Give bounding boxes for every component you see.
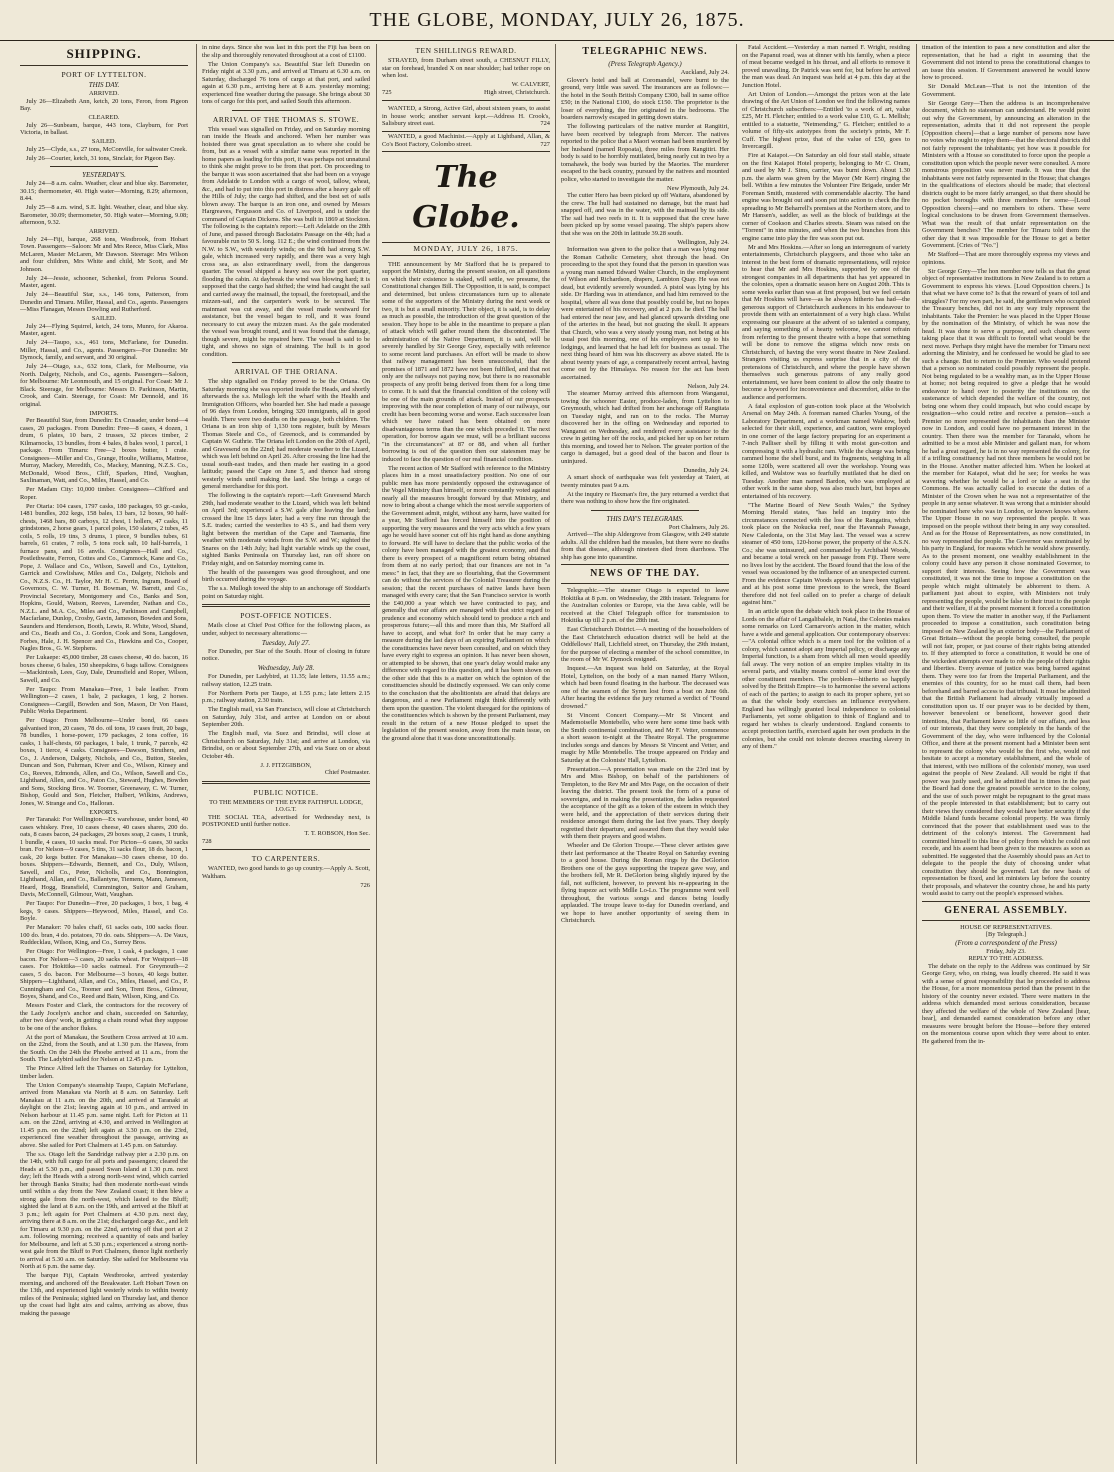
divider <box>50 166 158 167</box>
post-office-entry: The English mail, via San Francisco, will close at Christchurch on Saturday, July 31st, and arrive at London on or about September 20th. <box>202 706 370 728</box>
post-office-heading: POST-OFFICE NOTICES. <box>240 611 332 620</box>
post-office-title: Chief Postmaster. <box>324 769 370 776</box>
column-news-continued <box>742 44 910 1464</box>
shipping-news-paragraph: At the port of Manakau, the Southern Cross arrived at 10 a.m. on the 22nd, from the South, and at 1.30 p.m. the Hawea, from the South. On the 24th the Phoebe arrived at 11 a.m., from the South. The Ladybird sailed for Nelson at 12.45 p.m. <box>20 1033 188 1063</box>
shipping-news-paragraph: The s.s. Otago left the Sandridge railway pier a 2.30 p.m. on the 14th, with full cargo for all ports and passengers; cleared the Heads at 5.30 p.m., and passed Swan Island at 1.30 p.m. next day; left the Heads with a strong north-west wind, which carried her through Banks Straits; had then moderate north-east winds until within a day from the New Zealand coast; it then blew a strong gale from the north-west, which lasted to the Bluff; sighted the land at 8 a.m. on the 19th, and arrived at the Bluff at 3 p.m.; left again for Port Chalmers at 4.30 p.m. next day, arriving there at 8 a.m. on the 21st; discharged cargo &c., and left for Timaru at 9.30 p.m. on the 22nd, arriving off that port at 2 a.m. following morning; received a quantity of oats and barley for Melbourne, and left at 5.30 p.m.; experienced a strong north-west gale from the Bluff to Port Chalmers, thence light northerly to arrival at 5.30 a.m. on Saturday. She sailed for Melbourne via North at 6 p.m. the same day. <box>20 1150 188 1270</box>
imports-entry: Per Lukaepe: 45,000 timber, 28 cases cheese, 40 do. bacon, 16 boxes cheese, 6 bales, 150 sheepskins, 6 bags tallow. Consignees—Mackintosh, Lees, Guy, Dale, Drumsfield and Roper, Wilson, Sawell, and Co. <box>20 654 188 684</box>
reply-heading: REPLY TO THE ADDRESS. <box>968 955 1044 962</box>
post-office-date: Tuesday, July 27. <box>261 638 311 647</box>
carpenters-heading: TO CARPENTERS. <box>251 854 321 863</box>
shipping-entry: July 25—Clyde, s.s., 27 tons, McConville, for saltwater Creek. <box>26 145 187 153</box>
column-rule <box>736 44 737 1464</box>
this-days-telegrams-heading: THIS DAY'S TELEGRAMS. <box>606 514 684 523</box>
globe-flag: The Globe. <box>412 160 520 235</box>
news-heading-box <box>561 564 729 584</box>
assembly-heading-box <box>922 901 1090 921</box>
debate-paragraph: timation of the intention to pass a new constitution and alter the representation, that he had a right in assuming that the Government did not intend to press the constitutional changes to an issue this session. If Government answered he would know how to proceed. <box>922 44 1090 81</box>
ad-number: 727 <box>540 140 550 148</box>
shipping-entry: July 24—Taupo, s.s., 461 tons, McFarlane, for Dunedin. Miller, Hassal, and Co., agents. Passengers—For Dunedin: Mr Dymock, family, and servant, and 30 original. <box>20 339 188 361</box>
telegram-paragraph: A smart shock of earthquake was felt yesterday at Taieri, at twenty minutes past 9 a.m. <box>561 474 729 489</box>
weather-entry: July 25—8 a.m. wind, S.E. light. Weather, clear, and blue sky. Barometer, 30.09; thermometer, 50. High water—Morning, 9.08; afternoon, 9.32. <box>20 204 188 226</box>
classified-ad: WANTED, a Strong, Active Girl, about sixteen years, to assist in house work; another servant kept.—Address H. Crook's, Salisbury street east. 724 <box>382 105 550 132</box>
news-paragraph: Mr and Mrs Hoskins.—After so long an interregnum of variety entertainments, Christchurch playgoers, and those who take an interest in the best form of dramatic representations, will rejoice to hear that Mr and Mrs Hoskins, supported by one of the strongest companies in all departments that has yet appeared in the colonies, open a dramatic season here on August 20th. This is some weeks earlier than was at first proposed, but we feel certain that Mr Hoskins will have—as he always hitherto has had—the generous support of Christchurch audiences in his endeavour to provide them with an entertainment of a very high class. Whilst expressing our pleasure at the advent of so talented a company, and saying something of a hearty welcome, we cannot refrain from referring to the present theatre with a hope that something will be done to remove the stigma which now rests on Christchurch, of having the very worst theatre in New Zealand. Strangers visiting us express surprise that in a city of the pretensions of Christchurch, and where the people have shown themselves such generous patrons of any really good entertainment, we have been content to allow the only theatre to become a byword for inconvenience and discomfort, alike to the audience and performers. <box>742 243 910 401</box>
imports-entry: Per Beautiful Star, from Dunedin: Ex Crusader, under bond—4 cases, 20 packages. From Dunedin: Free—8 cases, 4 dozen, 1 drum, 6 plates, 10 bars, 2 trusses, 32 pieces timber, 2 Kilmarnocks, 13 bundles, from 4 bales, 8 bales wool, 1 parcel, 1 package. From Timaru: Free—2 boxes butter, 1 crate. Consignees—Miller and Co., Grange, Houlie, Williams, Mattroe, Murray, Mackey, Meredith, Co., Mackey, Manning, N.Z.S. Co., McDonald, Wood Bros., Cliff, Sparkes, Hind, Vaughan, Saxlinaman, Watt, and Co., Miles, Hassel, and Co. <box>20 417 188 484</box>
reward-footer <box>382 89 550 97</box>
shipping-news-paragraph: The Union Company's s.s. Beautiful Star left Dunedin on Friday night at 3.30 p.m., and arrived at Timaru at 6.30 a.m. on Saturday, discharged 76 tons of cargo at that port, and sailed again at 6.30 p.m., arriving here at 8 a.m. yesterday morning; experienced fine weather during the passage. She brings about 30 tons of cargo for this port, and sailed South this afternoon. <box>202 60 370 105</box>
shipping-entry: July 26—Sunbeam, barque, 443 tons, Clayburn, for Port Victoria, in ballast. <box>20 121 188 136</box>
news-paragraph: In an article upon the debate which took place in the House of Lords on the affair of Langalibalele, in Natal, the Colonies makes some remarks on Lord Carnarvon's action in the matter, which have a wide and general application. Our contemporary observes:—"A colonial office which is a mere tool for the volition of a colony, which cannot adopt any Imperial policy, or discharge any Imperial function, is a sham from which all men would speedily fall away. The very notion of an empire implies vitality in its several parts, and vitality means control of some kind over the other constituent members. The problem—hitherto so happily solved by the British Empire—is to harmonise the several actions of each of the parties; to assign to each its proper sphere, yet so as that the whole body exercises an influence everywhere. England has willingly granted local independence to colonial Parliaments, yet some obligation to think of England and to regard her wishes is clearly understood. England consents to accept protection tariffs, exercised again her own products in the colonies, but she could not tolerate decrees enacting slavery in any of them." <box>742 608 910 750</box>
imports-label: IMPORTS. <box>89 409 119 417</box>
editorial-dateline: MONDAY, JULY 26, 1875. <box>382 242 550 256</box>
dateline: Auckland, July 24. <box>680 69 729 76</box>
carpenters-ad: WANTED, two good hands to go up country.—Apply A. Scott, Waltham. <box>202 865 370 880</box>
column-editorial <box>382 44 550 1464</box>
reward-address: High street, Christchurch. <box>483 88 550 96</box>
column-rule <box>916 44 917 1464</box>
news-paragraph: St Vincent Concert Company.—Mr St Vincent and Mademoiselle Montebello, who were here some time back with the Smith continental combination, and Mr F. Vetter, commence a short season to-night at the Theatre Royal. The programme includes songs and dances by Messrs St Vincent and Vetter, and magic by Mlle Montebello. The troupe appeared on Friday and Saturday at the Colonists' Hall, Lyttelton. <box>561 711 729 764</box>
exports-entry: Per Manaker: 70 bales chaff, 61 sacks oats, 100 sacks flour. 100 do. bran, 4 do. potatoes, 70 do. oats. Shippers—A. De Vaux, Ruddecklau, Wilson, King, and Co., Surrey Bros. <box>20 924 188 946</box>
news-paragraph: Telegraphic.—The steamer Otago is expected to leave Hokitika at 8 p.m. on Wednesday, the 28th instant. Telegrams for the Australian colonies or Europe, via the Java cable, will be received at the Chief Telegraph office for transmission to Hokitika up till 2 p.m. of the 28th inst. <box>561 587 729 624</box>
post-office-intro: Mails close at Chief Post Office for the following places, as under, subject to necessary alterations:— <box>202 622 370 637</box>
shipping-entry: July 24—Jessie, schooner, Schenkel, from Pelorus Sound. Master, agent. <box>20 274 188 289</box>
article-paragraph: The s.s. Mullogh towed the ship to an anchorage off Stoddart's point on Saturday night. <box>202 585 370 600</box>
house-heading: HOUSE OF REPRESENTATIVES. <box>960 923 1052 931</box>
arrived-label: ARRIVED. <box>89 90 119 97</box>
news-of-the-day-heading: NEWS OF THE DAY. <box>590 568 700 579</box>
telegraphic-source: (Press Telegraph Agency.) <box>608 60 682 68</box>
debate-paragraph: Sir Donald McLean—That is not the intention of the Government. <box>922 83 1090 98</box>
news-paragraph: Fatal Accident.—Yesterday a man named F. Wright, residing on the Papanui road, was at dinner with his family, when a piece of meat became wedged in his throat, and all efforts to remove it proved unavailing. Dr Patrick was sent for, but before he arrived the man was dead. An inquest was held at 4 p.m. this day at the Junction Hotel. <box>742 44 910 89</box>
divider <box>202 849 370 850</box>
shipping-entry: July 24—Fiji, barque, 268 tons, Westbrook, from Hobart Town. Passengers—Saloon: Mr and Mrs Reece, Miss Clark, Miss McLaren, Master McLaren, Mr Dawson. Steerage: Mrs Wilson and four children, Mrs White and child, Mr Scott, and Mr Johnson. <box>20 235 188 273</box>
dateline: Port Chalmers, July 26. <box>668 523 729 531</box>
article-paragraph: This vessel was signalled on Friday, and on Saturday morning ran inside the Heads and anchored. When her number was hoisted there was great speculation as to where she could be from, but as a vessel with a similar name was reported in the home papers as loading for this port, it was perhaps not unnatural to think she might prove to be from that port. On proceeding to the barque it was soon ascertained that she had been on a voyage from Adelaide to London with a cargo of wool, tallow, wheat, &c., and had to put into this port in distress after a heavy gale off the Hills of July; the cargo had shifted, and the best set of sails blown away. The barque is an iron one, and owned by Messrs Hargreaves, Fergusson and Co. of Liverpool, and is under the command of Captain Dickens. She was built in 1869 at Stockton. The following is the captain's report:—Left Adelaide on the 28th of June, and passed through Backstairs Passage on the 4th; had a favourable run to 50 S. long. 112 E.; the wind continued from the N.W. to S.W., with westerly winds; on the 9th had strong S.W. gale, which increased very rapidly, and there was a very high cross sea, as also extraordinary swell, from the dangerous quarter. The vessel shipped a heavy sea over the port quarter, flooding the cabin. At daybreak the wind was blowing hard; it is supposed that the cargo had shifted; the wind had caught the sail and carried away the mainsail, the topsail, the foretopsail, and the mizzen-sail, and the carpenter's work to be secured. The mainmast was cut away, and the vessel made westward for assistance, but the vessel began to roll, and it was found necessary to cut away the mizzen mast. As the gale moderated the vessel was brought round, and it was found that the damage, though severe, might be repaired here. The vessel is said to be tight, and shows no sign of straining. The hull is in good condition. <box>202 125 370 358</box>
newspaper-title: THE GLOBE, MONDAY, JULY 26, 1875. <box>369 9 745 31</box>
debate-paragraph: Mr Stafford—That are more thoroughly express my views and opinions. <box>922 251 1090 266</box>
post-office-entry: The English mail, via Suez and Brindisi, will close at Christchurch on Saturday, July 31st; and arrive at London, via Brindisi, on or about September 27th, and via Suez on or about October 4th. <box>202 730 370 760</box>
stowe-heading: ARRIVAL OF THE THOMAS S. STOWE. <box>212 114 360 124</box>
debate-paragraph: The debate on the reply to the Address was continued by Sir George Grey, who, on rising, was loudly cheered. He said it was with a sense of great responsibility that he proceeded to address the House, for a more momentous period than the present in the history of the country never existed. There were matters in the address which demanded most serious consideration, because they affected the welfare of the whole of New Zealand [hear, hear], and demanded earnest consideration before any other measures were brought before the House—before they entered on the momentous course upon which they were about to enter. He gathered from the in- <box>922 962 1090 1045</box>
exports-entry: Per Otago: For Wellington—Free, 1 cask, 4 packages, 1 case bacon. For Nelson—3 cases, 20 sacks wheat. For Westport—18 cases. For Hokitika—10 sacks oatmeal. For Greymouth—2 cases, 5 do. bacon. For Melbourne—3 boxes, 40 kegs butter. Shippers—Lighthand, Allan, and Co., Miles, Hassel, and Co., P. Cunningham and Co., Toomer and Son, Trent Bros., Gilmour, Boyes, Shand, and Co., Reed and Bain, Wilson, King, and Co. <box>20 948 188 1000</box>
sailed-label: SAILED. <box>91 138 117 145</box>
this-day-heading: THIS DAY. <box>88 81 120 89</box>
shipping-entry: July 26—Elizabeth Ann, ketch, 20 tons, Feron, from Pigeon Bay. <box>20 97 188 112</box>
column-shipping <box>20 44 188 1464</box>
imports-entry: Per Taupo: From Manakau—Free, 1 bale leather. From Wellington—2 cases, 1 bale, 2 packages, 1 keg, 2 horses. Consignees—Cargill, Bowden and Son, Mason, Dr Von Haast, Public Works Department. <box>20 685 188 715</box>
news-paragraph: Presentation.—A presentation was made on the 23rd inst by Mrs and Miss Bishop, on behalf of the parishioners of Templeton, to the Rev Mr and Mrs Page, on the occasion of their leaving the district. The present took the form of a purse of sovereigns, and in making the presentation, the ladies requested the acceptance of the gift as a token of the esteem in which they were held, and the appreciation of their services during their residence amongst them during the last five years. They deeply regretted their departure, and assured them that they would take with them their prayers and good wishes. <box>561 765 729 840</box>
ad-number: 724 <box>540 120 550 127</box>
shipping-news-paragraph: in nine days. Since she was last in this port the Fiji has been on the slip and thoroughly renovated throughout at a cost of £1100. <box>202 44 370 59</box>
arrived-label: ARRIVED. <box>89 228 119 235</box>
notice-body: THE SOCIAL TEA, advertised for Wednesday next, is POSTPONED until further notice. <box>202 813 370 828</box>
news-paragraph: A fatal explosion of gun-cotton took place at the Woolwich Arsenal on May 24th. A foreman named Charles Young, of the Laboratory Department, and a workman named Walstow, both selected for their skill, experience, and caution, were employed in one corner of the large factory preparing for an experiment a 7-inch Palliser shell by filling it with moist gun-cotton and compressing it with a hydraulic ram. While the charge was being rammed home the shell burst, and its fragments, weighing in all some 120lb, were scattered all over the workshop. Young was killed, and Walstow was so fearfully mutilated that he died on Tuesday. Another man named Bardon, who was employed at other work in the same shop, was also much hurt, but hopes are entertained of his recovery. <box>742 402 910 500</box>
telegram-paragraph: At the inquiry re Haxman's fire, the jury returned a verdict that there was nothing to show how the fire originated. <box>561 490 729 505</box>
telegram-paragraph: The cutter Hero has been picked up off Waitara, abandoned by the crew. The hull had sustained no damage, but the mast had snapped off, and was in the water, with the mainsail by its side. The sail had two reefs in it. It is supposed that the crew have been picked up by some vessel passing. The ship's papers show that she was on the 20th in latitude 39.28 south. <box>561 192 729 237</box>
news-paragraph: "The Marine Board of New South Wales," the Sydney Morning Herald states, "has held an inquiry into the circumstances connected with the loss of the Rangatira, which took place on the Nokucka reef, near the Havannah Passage, New Caledonia, on the 31st May last. The vessel was a screw steamer of 450 tons, 120-horse power, the property of the A.S.N. Co.; she was uninsured, and commanded by Archibald Woods, and became a total wreck on her passage from Fiji. There were no lives lost by the accident. The Board found that the loss of the vessel was occasioned by the influence of an unexpected current. From the evidence Captain Woods appears to have been vigilant and at his post some time previous to the wreck, the Board therefore did not feel called on to prefer a charge of default against him." <box>742 501 910 606</box>
notice-addressee: TO THE MEMBERS OF THE EVER FAITHFUL LODGE, I.O.G.T. <box>209 798 363 813</box>
notice-signature: T. T. ROBSON, Hon Sec. <box>304 830 370 837</box>
column-telegraphic <box>561 44 729 1464</box>
post-office-signature: J. J. FITZGIBBON, <box>260 761 312 769</box>
article-paragraph: The following is the captain's report:—Left Gravesend March 29th, had moderate weather to the Lizard, which was left behind on April 3rd; experienced a S.W. gale after leaving the land; crossed the line 15 days later; had a very fine run through the S.E. trades; carried the westerlies to 43 S., and had them very light between the meridian of the Cape and Tasmania, fine weather with moderate winds from the S.W. and W.; sighted the Snares on the 14th July; had light variable winds up the coast, sighted Banks Peninsula on Thursday last, ran off shore on Friday night, and on Saturday morning came in. <box>202 492 370 567</box>
debate-paragraph: Sir George Grey—The hon member now tells us that the great object of representative institutions in New Zealand is to return a Government to express his views. [Loud Opposition cheers.] Is that what we have come to? Is that the reward of years of toil and struggles? For my own part, he said, the gentlemen who occupied the Treasury benches, did not in any way truly represent the inhabitants. Take the Premier: he was placed in the Upper House by the nomination of the Ministry, of which he was now the head. It was done to serve a purpose, and such changes were taking place that it was difficult to foretell what would be the next move. Perhaps they might have the member for Timaru next adorning the Ministry, and he confessed he would be glad to see such a change. But to return to the Premier. Who would pretend that a person so nominated could possibly represent the people. Not being regulated to be a wealthy man, as in the Upper House at home; not being required to give a pledge that he would endeavour to hand over to posterity the institutions on the sustenance of which depended the welfare of the country, not being one whom they could impeach, but who could escape by resignation—who could retire and receive a pension—such a Premier no more represented the inhabitants than the Minister now in London, and could have no permanent interest in the country. Then there was the member for Taranaki, whom he admitted to be a most able Minister and gallant man, for whom he had a great regard, he is in no way represented the colony, for if a trifling constituency had not three members he would not be in the House. Another matter affected him. When he looked at the member for Kaiapoi, what did he see; for weeks he was wavering whether he would be a lord or take a seat in the Commons. He was actually called to execute the duties of a Minister of the Crown when he was not a representative of the people in any sense whatever. It was wrong that a minister should be nominated here who was in London, or known knows where. The Upper House in no way represented the people. It was imposed on the people without their being in any way consulted. And as for the House of Representatives, as now constituted, in no way represented the people. The Governor was nominated by his party in England, for reasons which he would show presently. As to the present moment, one wealthy establishment in the colony could have any person it chose nominated Governor, to support their interests. Seeing how the Government was constituted, it was not the time to impose a constitution on the people which might ultimately be abhorrent to them. A parliament just about to expire, with Ministers not truly representing the people, would be false to their trust to the people and their welfare, if at the present moment it forced a constitution upon them. To view the matter in another way, if the Parliament proceeded to impose a constitution, such constitution being imposed on New Zealand by an exterior body—the Parliament of Great Britain—without the people being consulted, the people will not fair, proper, or just course of their rights being attended to. If they attempted to force a constitution, it would be one of the wickedest attempts ever made to rob the people of their rights and liberties. Every avenue of justice was being barred against them. They were too far from the Imperial Parliament, and the enemies of this country, for so he must call them, had been beforehand and barred access to that tribunal. It must be admitted that the British Parliament had already virtually imposed a constitution upon us. If our prayer was to be decided by them, however benevolent or beneficent, however good their intentions, that Parliament knew so little of our affairs, and less of our interests, that they were completely in the hands of the Government of the day, who were influenced by the Colonial Office, and there at the present moment had a Minister been sent to represent the colony who would be the first who, would not hesitate to accept a monetary establishment, and the whole of that interest, with two millions of the colonists' money, was used against the people of New Zealand. All would be right if that power was justly used, and he admitted that in times in the past the Board had done the greatest possible service to the colony, and the use of such power might be repugnant to the great mass of the people interested in that establishment; but to carry out their views they considered they would have better security if the Middle Island funds became colonial property. He was firmly convinced that the power that establishment used was to the detriment of the colony's interest. The Government had committed himself to this line of policy from which he could not recede, and his assent had been given to the measures as soon as submitted. He suggested that the Assembly should pass an Act to delegate to the people the duty of choosing under what constitution they should be governed. Let the new basis of representation be fixed, and let ministers lay before the country their proposals, and whatever the country chose, he and his party would assist to carry out the people's expressed wishes. <box>922 267 1090 897</box>
ad-number: 725 <box>382 88 392 96</box>
column-general-assembly <box>922 44 1090 1464</box>
dateline: Dunedin, July 24. <box>683 466 729 474</box>
debate-paragraph: Sir George Grey—Then the address is an incomprehensive document, which no statesman can understand. He would point out why the Government, by announcing an alteration in the representation, admits that it did not represent the people [Opposition cheers]—that a large number of persons now have no votes who ought to enjoy them—that the electoral districts did not fairly represent the inhabitants; yet how was it possible for Ministers with a House so constituted to force upon the people a constitution upon which the people never were consulted. A more monstrous proposition was never made. It was true that the inhabitants were not fairly represented in the House; that changes in the qualifications of electors should be made; that electoral districts ought to be more fairly arranged, so that there should be no pocket boroughs with three members for some—[Loud Opposition cheers]—and no members to others. These were logical conclusions to be drawn from Government themselves. What was the result of that unfair representation on the Government benches? The member for Timaru told them the other day that it was impossible for the House to get a better Government. [Cries of "No."] <box>922 99 1090 249</box>
correspondent-note: (From a correspondent of the Press) <box>955 938 1057 947</box>
news-paragraph: Inquest.—An inquest was held on Saturday, at the Royal Hotel, Lyttelton, on the body of a man named Harry Wilson, which had been found floating in the harbour. The deceased was one of the seamen of the Syren lost from a boat on June 6th. After hearing the evidence the jury returned a verdict of "Found drowned." <box>561 665 729 710</box>
telegraphic-heading: TELEGRAPHIC NEWS. <box>582 46 708 57</box>
divider <box>232 110 340 111</box>
shipping-entry: July 26—Courier, ketch, 31 tons, Sinclair, for Pigeon Bay. <box>26 154 176 162</box>
editorial-paragraph: THE announcement by Mr Stafford that he is prepared to support the Ministry, during the present session, on all questions on which their existence is staked, will settle, we presume, the Constitutional changes Bill. The Opposition, it is said, is compact and determined, but unless circumstances turn up to alienate some of the supporters of the Ministry during the next week or two, it is but a small minority. Their object, it is said, is to delay as much as possible, the introduction of the great question of the session. They hope to be able in the meantime to prepare a plan of attack which will gather round them the discontented. The administration of the Native Department, it is said, will be severely handled by Sir George Grey, especially with reference to some recent land purchases. An effort will be made to show that railway management has been unsuccessful, that the promises of 1871 and 1872 have not been fulfilled, and that not only are the railways not paying now, but there is no reasonable prospects of any profit being derived from them for a long time to come. It is said that the financial condition of the colony will be one of the main grounds of attack. Instead of our prospects improving with the near completion of many of our railways, our credit has been becoming worse and worse. Each successive loan which we have raised has been obtained on more disadvantageous terms than the one which preceded it. The next operation, for borrow again we must, will be a brilliant success "in the circumstances" at 87 or 88, and when all further borrowing is out of the question then our statesmen may be induced to face the question of our real financial condition. <box>382 260 550 463</box>
shipping-news-paragraph: The Prince Alfred left the Thames on Saturday for Lyttelton, timber laden. <box>20 1065 188 1080</box>
reward-heading: TEN SHILLINGS REWARD. <box>415 46 517 55</box>
telegram-paragraph: Glover's hotel and ball at Coromandel, were burnt to the ground, very little was saved. The insurances are as follows:—the hotel in the South British Company £300, ball in same office £50; in the National £100, do stock £150. The proprietor is the loser of everything, the fire originated in the bedrooms. The boarders narrowly escaped in getting down stairs. <box>561 76 729 121</box>
public-notice-heading: PUBLIC NOTICE. <box>253 787 319 797</box>
shipping-news-paragraph: The Union Company's steamship Taupo, Captain McFarlane, arrived from Manakau via North at 8 a.m. on Saturday. Left Manakau at 11 a.m. on the 20th, and arrived at Taranaki at daylight on the 21st; leaving again at 10 p.m., and arrived in Nelson harbour at 11.45 p.m. same night. Left for Picton at 11 a.m. on the 22nd, arriving at 4.30, and arrived in Wellington at 11.45 p.m. on the 22nd; left again at 3.30 p.m. on the 23rd, experienced fine weather throughout the passage, arriving as above. She sailed for Port Chalmers at 1.45 p.m. on Saturday. <box>20 1081 188 1149</box>
imports-entry: Per Otaria: 104 cases, 1797 casks, 180 packages, 93 gr.-casks, 1481 bundles, 202 kegs, 158 bales, 13 bars, 12 boxes, 90 half-chests, 1468 bars, 80 carboys, 12 chest, 1 hollers, 47 casks, 11 grindstones, 2 horse gears, 1 parcel poles, 150 slaters, 2 tubes, 45 coils, 5 rolls, 19 tins, 3 drums, 1 piece, 9 bundles tubes, 61 barrels, 61 crates, 7 rolls, 5 tons rock salt, 10 half-barrels, 1 furnace pans, and 16 anvils. Consignees—Hall and Co., Postlethwaite, Ferron, Cottes and Co., Cammock, Kane and Co., Pope, J. Wallace and Co., Wilson, Sawell and Co., Lyttelton, Garrick and Cowlishaw, Miles and Co., Dalgety, Nichols and Co., N.Z.S. Co., H. Taylor, Mr H. C. Perrin, Ingram, Board of Governors, C. W. Turner, H. Bowman, W. Barrett, and Co., Provincial Secretary, Montgomery and Co., Banks and Son, Hopkins, Gould, Watson, Reeves, Lavender, Nathan and Co., N.Z.L. and M.A. Co., Miles and Co., Parkinson and Campbell, Macfarlane, Dunlop, Crosby, Gavin, Jameson, Bowden and Sons, Saunders and Henderson, Booth, Lewis, R. White, Wood, Shand, and Co., Beath and Co., J. Gordon, Cook and Sons, Langdown, Forbes, Hale, J. H. Spencer and Co., Hawkins and Co., Cooper, Nagles Bros., G. W. Stephens. <box>20 502 188 652</box>
port-heading: PORT OF LYTTELTON. <box>61 70 147 79</box>
divider <box>591 510 699 511</box>
imports-entry: Per Otago: From Melbourne—Under bond, 66 cases galvanised iron, 20 cases, 78 do. oil tons, 19 cases fruit, 20 bags, 78 bundles, 1 horse-power, 179 packages, 2 tons coffee, 16 casks, 1 half-chests, 60 packages, 1 bale, 1 trunk, 7 parcels, 42 boxes, 1 tierce, 4 casks. Consignees—Dawson, Struthers, and Co., J. Anderson, Dalgety, Nichols, and Co., Button, Steeles, Duncan and Son, Fuhrman, Kiver and Co., Wilson, Kinsey and Co., Reeves, Edmonds, Allen, and Co., Wilson, Sawell and Co., Lighthand, Allen, and Co., Paton Co., Steward, Hughes, Bowden and Sons, Stocking Bros. W. Toomer, Greenaway, C. W. Turner, Bishop, Gould and Son, Fletcher, Hulbert, Wilkins, Andrews, Jones, W. Strange and Co., Halloran. <box>20 717 188 807</box>
column-rule <box>555 44 556 1464</box>
exports-entry: Per Taupo: For Dunedin—Free, 20 packages, 1 box, 1 bag, 4 kegs, 9 cases. Shippers—Heywood, Miles, Hassel, and Co. Boyle. <box>20 900 188 922</box>
editorial-paragraph: The recent action of Mr Stafford with reference to the Ministry places him in a most unsatisfactory position. No one of our public men has more persistently opposed the extravagance of the Vogel Ministry than himself, or more constantly voted against nearly all the measures brought forward by that Ministry, and now to bring about a change which the most servile supporters of the Government admit, might, without any harm, have waited for a year, Mr Stafford has forced himself into the position of supporting the very measures and the very acts which a few years ago he would have sooner cut off his right hand as done anything to forward. He will have to declare that the public works of the colony have been managed with the greatest economy, and that there is every prospect of a magnificent return being obtained from them at no early period; that our finances are not in "a mess:" in fact, that they are so flourishing, that the Government can do without the services of the Colonial Treasurer during the session; that the recent purchases of native lands have been managed with every care; that the San Francisco service is worth the £40,000 a year which we have contracted to pay, and generally that our affairs are managed with that strict regard to prudence and economy which should tend to produce a rich and prosperous future;—all this and more than this, Mr Stafford all have to accept, and what for? In order that he may carry a measure during the last days of an expiring Parliament on which the constituencies have never been consulted, and on which they have every right to express an opinion. It has never been shown, or attempted to be shown, that one year's delay would make any difference with regard to this question, and it has been shown on the other side that this is a matter on which the opinion of the constituencies should be distinctly expressed. We can only come to the conclusion that the abolitionists are afraid that delays are dangerous, and a new Parliament might think differently with them upon the question. The violent disregard for the opinions of the constituencies which is shown by the present Parliament, may result in the return of a new House pledged to upset the legislation of the present session, away from the main issue, on the ground alone that it was done unconstitutionally. <box>382 464 550 742</box>
post-office-date: Wednesday, July 28. <box>257 664 315 672</box>
shipping-entry: July 24—Otago, s.s., 632 tons, Clark, for Melbourne, via North. Dalgety, Nichols, and Co., agents. Passengers—Saloon, for Melbourne: Mr Leonmouth, and 15 original. For Coast: Mr J. Black. Steerage, for Melbourne: Messrs D. Parkinson, Martin, Crook, and Cain. Steerage, for Coast: Mr Dennold, and 16 original. <box>20 363 188 408</box>
ad-number: 728 <box>202 837 212 845</box>
telegram-paragraph: The steamer Murray arrived this afternoon from Wanganui, towing the schooner Easter, produce-laden, from Lyttelton to Greymouth, which had drifted from her anchorage off Rangitata on Tuesday night, and ran on to the rocks. The Murray discovered her in the offing on Wednesday and reported to Wanganui on Wednesday, and rendered every assistance to the crew in getting her off the rocks, and picked her up on her return this morning, and towed her to Nelson. The greater portion of the cargo is damaged, but a good deal of the bacon and flour is uninjured. <box>561 390 729 465</box>
shipping-entry: July 24—Flying Squirrel, ketch, 24 tons, Munro, for Akaroa. Master, agent. <box>20 322 188 337</box>
imports-entry: Per Madam City: 10,000 timber. Consignees—Clifford and Roper. <box>20 486 188 501</box>
assembly-date: Friday, July 23. <box>986 947 1026 955</box>
telegram-paragraph: The following particulars of the native murder at Rangitiri, have been received by telegraph from Mercer. The natives reported to the police that a Maori woman had been murdered by her husband (named Ropoata), three miles from Rangitiri. Her body is said to be horribly mutilated, being nearly cut in two by a tomahawk, the body was buried by the Maories. The murderer escaped to the back country, pursued by the natives and mounted police, who started to investigate the matter. <box>561 123 729 183</box>
shipping-heading: SHIPPING. <box>66 46 142 61</box>
oriana-heading: ARRIVAL OF THE ORIANA. <box>234 367 338 376</box>
by-telegraph: [By Telegraph.] <box>985 931 1027 938</box>
sailed-label: SAILED. <box>91 315 117 322</box>
cleared-label: CLEARED. <box>88 114 120 121</box>
column-rule <box>196 44 197 1464</box>
masthead <box>0 0 1114 41</box>
dateline: New Plymouth, July 24. <box>667 184 729 192</box>
classified-ad: WANTED, a good Machinist.—Apply at Lightband, Allan, & Co's Boot Factory, Colombo street. 727 <box>382 133 550 152</box>
weather-entry: July 24—8 a.m. calm. Weather, clear and blue sky. Barometer, 30.15; thermometer, 40. High water—Morning, 8.29; afternoon, 8.44. <box>20 180 188 202</box>
shipping-entry: July 24—Beautiful Star, s.s., 146 tons, Patterson, from Dunedin and Timaru. Miller, Hassal, and Co., agents. Passengers—Miss Flanagan, Messrs Dowling and Rutherford. <box>20 291 188 313</box>
article-paragraph: The health of the passengers was good throughout, and one birth occurred during the voyage. <box>202 568 370 583</box>
post-office-entry: For Northern Ports per Taupo, at 1.55 p.m.; late letters 2.15 p.m.; railway station, 2.30 train. <box>202 689 370 704</box>
post-office-entry: For Dunedin, per Star of the South. Hour of closing in future notice. <box>202 647 370 662</box>
news-paragraph: Art Union of London.—Amongst the prizes won at the late drawing of the Art Union of London we find the following names of Christchurch subscribers:—Entitled 'to a work of art, value £25, Mr H. Fletcher; entitled to a work value £10, G. L. Mellish; entitled to a statuette, "Netmending," G. Fletcher; entitled to a volume of fifty-six autotypes from the society's prints, Mr F. Cuff. The highest prize, that of the value of £50, goes to Invercargill. <box>742 90 910 150</box>
yesterdays-heading: YESTERDAY'S. <box>82 171 126 179</box>
divider <box>382 100 550 101</box>
news-paragraph: Fire at Kaiapoi.—On Saturday an old four stall stable, situate on the first Kaiapoi Hotel property, belonging to Mr C. Oram, and used by Mr J. Sims, carrier, was burnt down. About 1.30 p.m. the alarm was given by the Mayor (Mr Kerr) ringing the bell. Within a few minutes the Volunteer Fire Brigade, under Mr Foreman Smith, mustered with commendable alacrity. The hand engine was brought out and soon put into action to check the fire spreading to Mr Beharrell's premises at the Northern store, and to Mr Hansen's, saddler, as well as the block of buildings at the corner of Cookson and Charles streets. Steam was raised on the "Torrent" in nine minutes, and when the two branches from this engine came into play the fire was soon put out. <box>742 152 910 242</box>
divider <box>20 65 188 66</box>
general-assembly-heading: GENERAL ASSEMBLY. <box>944 904 1068 916</box>
column-rule <box>376 44 377 1464</box>
ad-number: 726 <box>360 881 370 889</box>
reward-signature: W. CALVERT, <box>511 81 550 88</box>
telegram-paragraph: Information was given to the police that a man was lying near the Roman Catholic Cemetery, shot through the head. On proceeding to the spot they found that the person in question was a young man named Edward Walter Church, in the employment of Wilson and Richardson, drapers, Lambton Quay. He was not dead, but evidently severely wounded. A pistol was lying by his side. Dr Harding was in attendance, and had him removed to the hospital, where all was done that possibly could be, but no hopes were entertained of his recovery, and at 2 p.m. he died. The ball had entered the near jaw, and had glanced upwards dividing one of the arteries in the head, but not grazing the skull. It appears that Church, who was a very steady young man, not being at his usual post this morning, one of his employers sent up to his lodgings, and learned that he had left for business as usual. The next thing heard of him was his discovery as above stated. He is about twenty years of age, a comparatively recent arrival, having come out by the Himalaya. No reason for the act has been ascertained. <box>561 246 729 381</box>
divider <box>202 781 370 784</box>
telegram-paragraph: Arrived—The ship Aldergrove from Glasgow, with 249 statute adults. All the children had the measles, but there were no deaths from that disease, although nineteen died from diarrhoea. The ship has gone into quarantine. <box>561 531 729 561</box>
post-office-entry: For Dunedin, per Ladybird, at 11.35; late letters, 11.55 a.m.; railway station, 12.25 train. <box>202 673 370 688</box>
dateline: Wellington, July 24. <box>677 238 729 246</box>
column-shipping-continued <box>202 44 370 1464</box>
divider <box>232 362 340 363</box>
reward-ad: STRAYED, from Durham street south, a CHESNUT FILLY, star on forehead, branded X on near shoulder; had tether rope on when lost. <box>382 57 550 79</box>
article-paragraph: The ship signalled on Friday proved to be the Oriana. On Saturday morning she was reported inside the Heads, and shortly afterwards the s.s. Mullogh left the wharf with the Health and Immigration Officers, who boarded her. She had made a passage of 96 days from London, bringing 320 immigrants, all in good health. There were two deaths on the passage, both children. The Oriana is an iron ship of 1,130 tons register, built by Messrs Thomas Steele and Co., of Greenock, and is commanded by Captain W. Guthrie. The Oriana left London on the 20th of April, and Gravesend on the 22nd; had moderate weather to the Lizard, which was left behind on April 26. After crossing the line had the usual south-east trades, and then made her easting in a good latitude; passed the Cape on June 5, and thence had strong westerly winds until making the land. She brings a cargo of general merchandise for this port. <box>202 378 370 490</box>
exports-label: EXPORTS. <box>89 808 119 816</box>
exports-entry: Per Taranaki: For Wellington—Ex warehouse, under bond, 40 cases whiskey. Free, 10 cases cheese, 40 cases shares, 200 do. oats, 8 cases bacon, 24 packages, 29 boxes soap, 2 cases, 1 trunk, 1 bundle, 4 cases, 10 sacks meal. For Picton—6 cases, 30 sacks bran. For Nelson—9 cases, 5 tins, 31 sacks flour, 18 do. bacon, 1 cask, 20 kegs butter. For Manakau—30 cases cheese, 10 do. boxes. Shippers—Edwards, Bennett, and Co., Duly, Wilson, Sawell, and Co., Peter, Nicholls, and Co., Bonnington, Lighthand, Allan, and Co., Ballantyne, Tiemens, Mann, Jameson, Heard, Hogg, Bransfield, Cummington, Suitor and Graham, Davis, McConnell, Gilmour, Watt, Vaughan. <box>20 816 188 898</box>
shipping-news-paragraph: Messrs Foster and Clark, the contractors for the recovery of the Lady Jocelyn's anchor and chain, succeeded on Saturday, after two days' work, in getting a chain round what they suppose to be one of the anchor flukes. <box>20 1002 188 1032</box>
shipping-news-paragraph: The barque Fiji, Captain Westbrooke, arrived yesterday morning, and anchored off the Breakwater. Left Hobart Town on the 13th, and experienced light westerly winds to within twenty miles of the Peninsula; sighted land on Thursday last, and thence up the coast had light airs and calms, arriving as above, thus making the passage <box>20 1272 188 1317</box>
divider <box>202 604 370 607</box>
news-paragraph: East Christchurch District.—A meeting of the householders of the East Christchurch education district will be held at the Oddfellows' Hall, Lichfield street, on Thursday, the 29th instant, for the purpose of electing a member of the school committee, in the room of Mr W. Dymock resigned. <box>561 626 729 663</box>
dateline: Nelson, July 24. <box>687 382 729 390</box>
news-paragraph: Wheeler and De Glorion Troupe.—These clever artistes gave their last performance at the Theatre Royal on Saturday evening to a good house. During the Roman rings by the DeGlorion Brothers one of the guys supporting the trapeze gave way, and the brothers fell, Mr R. DeGlorion being slightly injured by the fall, not sufficient, however, to prevent his re-appearing in the flying trapeze act with Mdlle Lo-Lo. The programme went well throughout, the various songs and dances being loudly applauded. The troupe leave to-day for Dunedin overland, and we hope to have another opportunity of seeing them in Christchurch. <box>561 842 729 924</box>
